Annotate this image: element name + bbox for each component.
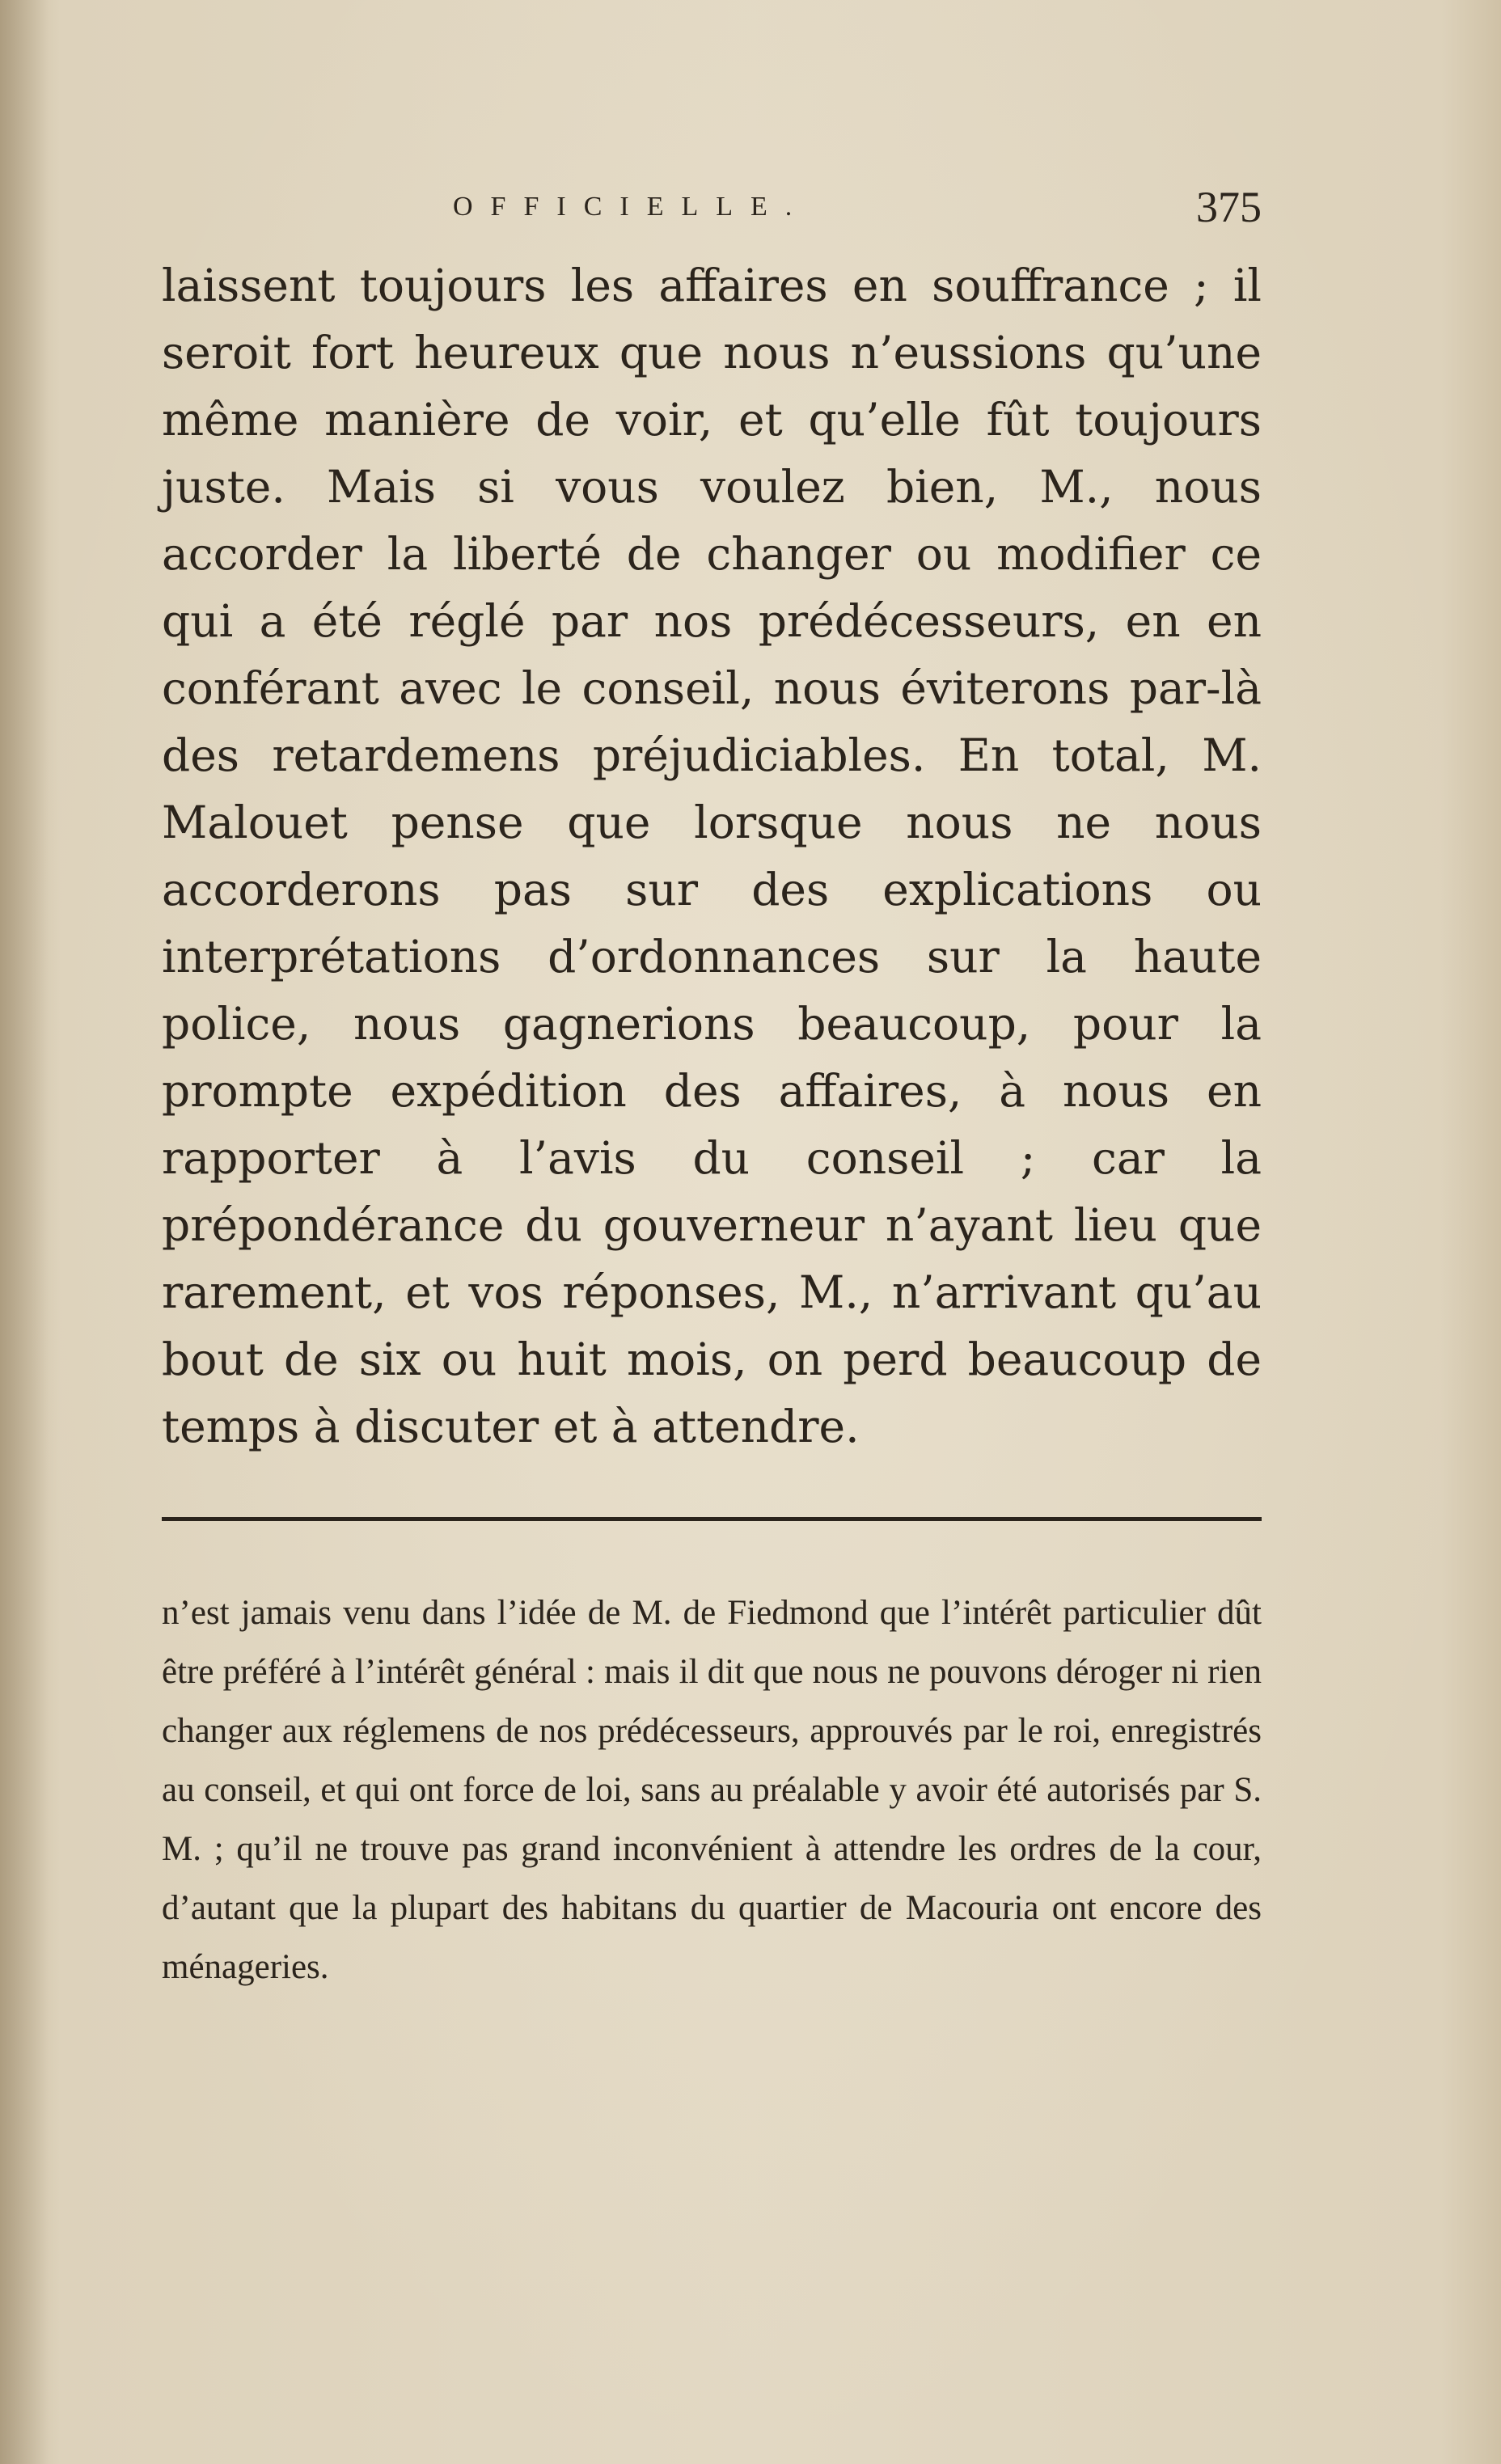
page-number: 375: [1196, 183, 1262, 231]
footnote-divider: [162, 1517, 1262, 1521]
running-head: [162, 182, 1262, 239]
body-paragraph: laissent toujours les affaires en souffrance ; il seroit fort heureux que nous n’eussions qu’une même manière de voir, et qu’elle fût toujours juste. Mais si vous voulez bien, M., nous accorder la liberté de changer ou modifier ce qui a été réglé par nos prédécesseurs, en en conférant avec le conseil, nous éviterons par-là des retardemens préjudiciables. En total, M. Malouet pense que lorsque nous ne nous accorderons pas sur des explications ou interprétations d’ordonnances sur la haute police, nous gagnerions beaucoup, pour la prompte expédition des affaires, à nous en rapporter à l’avis du conseil ; car la prépondérance du gouverneur n’ayant lieu que rarement, et vos réponses, M., n’arrivant qu’au bout de six ou huit mois, on perd beaucoup de temps à discuter et à attendre.: [162, 260, 1262, 1452]
footnote-text: n’est jamais venu dans l’idée de M. de Fiedmond que l’intérêt particulier dût être préféré à l’intérêt général : mais il dit que nous ne pouvons déroger ni rien changer aux réglemens de nos prédécesseurs, approuvés par le roi, enregistrés au conseil, et qui ont force de loi, sans au préalable y avoir été autorisés par S. M. ; qu’il ne trouve pas grand inconvénient à attendre les ordres de la cour, d’autant que la plupart des habitans du quartier de Macouria ont encore des ménageries.: [162, 1594, 1262, 1986]
running-title: OFFICIELLE.: [453, 192, 810, 222]
spine-shadow: [0, 0, 49, 2464]
